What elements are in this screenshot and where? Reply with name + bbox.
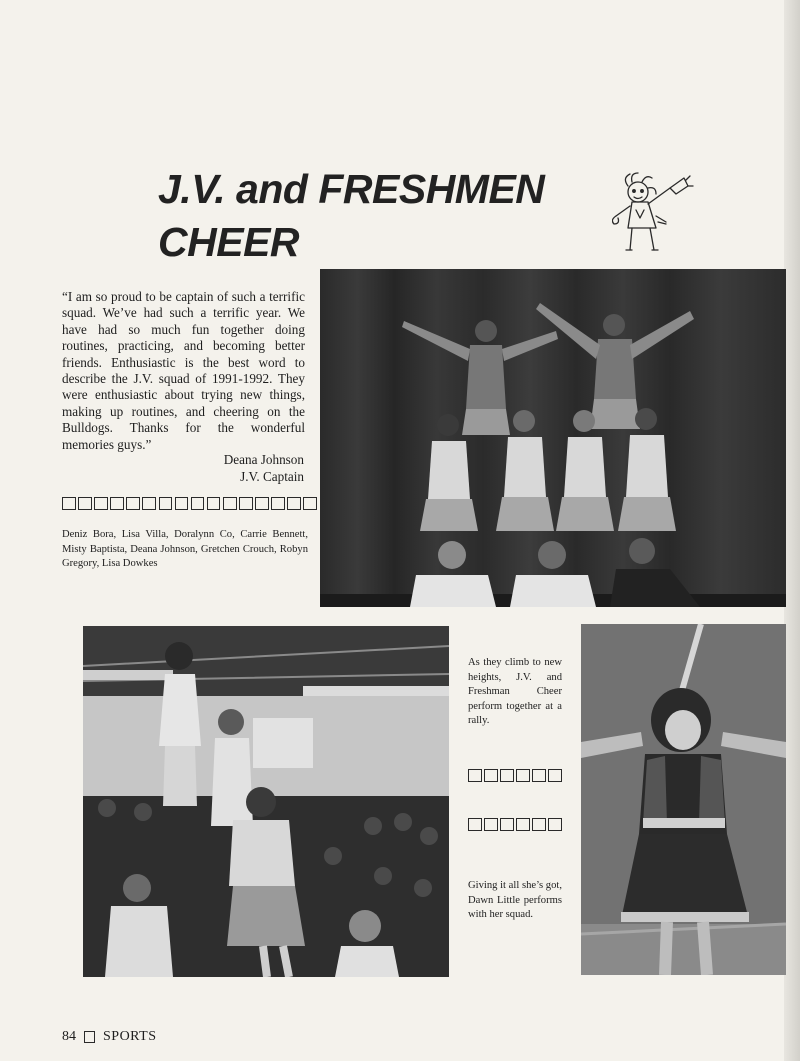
- title-line-2: CHEER: [158, 219, 300, 265]
- title-line-1: J.V. and FRESHMEN: [158, 166, 545, 212]
- decorative-box-row: [468, 818, 565, 831]
- quote-attribution: [160, 451, 304, 485]
- climb-caption: As they climb to new heights, J.V. and Freshman Cheer perform together at a rally.: [468, 657, 562, 727]
- squad-names-caption: Deniz Bora, Lisa Villa, Doralynn Co, Carrie Bennett, Misty Baptista, Deana Johnson, Gretchen Crouch, Robyn Gregory, Lisa Dowkes: [62, 529, 308, 570]
- section-name: SPORTS: [103, 1029, 157, 1044]
- decorative-box-row: [62, 497, 320, 510]
- quote-author-name: Deana Johnson: [223, 452, 304, 467]
- page-number: 84: [62, 1029, 76, 1044]
- page-edge: [784, 0, 800, 1061]
- decorative-box-row: [468, 769, 565, 782]
- captain-quote: “I am so proud to be captain of such a terrific squad. We’ve had such a terrific year. We have had so much fun together doing routines, practicing, and becoming better friends. Enthusiastic is the best word to describe the J.V. squad of 1991-1992. They were enthusiastic about trying new things, making up routines, and cheering on the Bulldogs. Thanks for the wonderful memories guys.”: [62, 289, 305, 452]
- squad-stunt-photo: [320, 269, 786, 607]
- rally-pyramid-photo: [83, 626, 449, 977]
- cheerleader-doodle-icon: [612, 170, 694, 256]
- dawn-caption: Giving it all she’s got, Dawn Little performs with her squad.: [468, 880, 562, 921]
- folio-separator-box: [84, 1031, 95, 1043]
- dawn-little-photo: [581, 624, 786, 975]
- page-footer: [62, 1029, 157, 1045]
- page-title: [158, 163, 598, 269]
- quote-author-role: J.V. Captain: [240, 469, 304, 484]
